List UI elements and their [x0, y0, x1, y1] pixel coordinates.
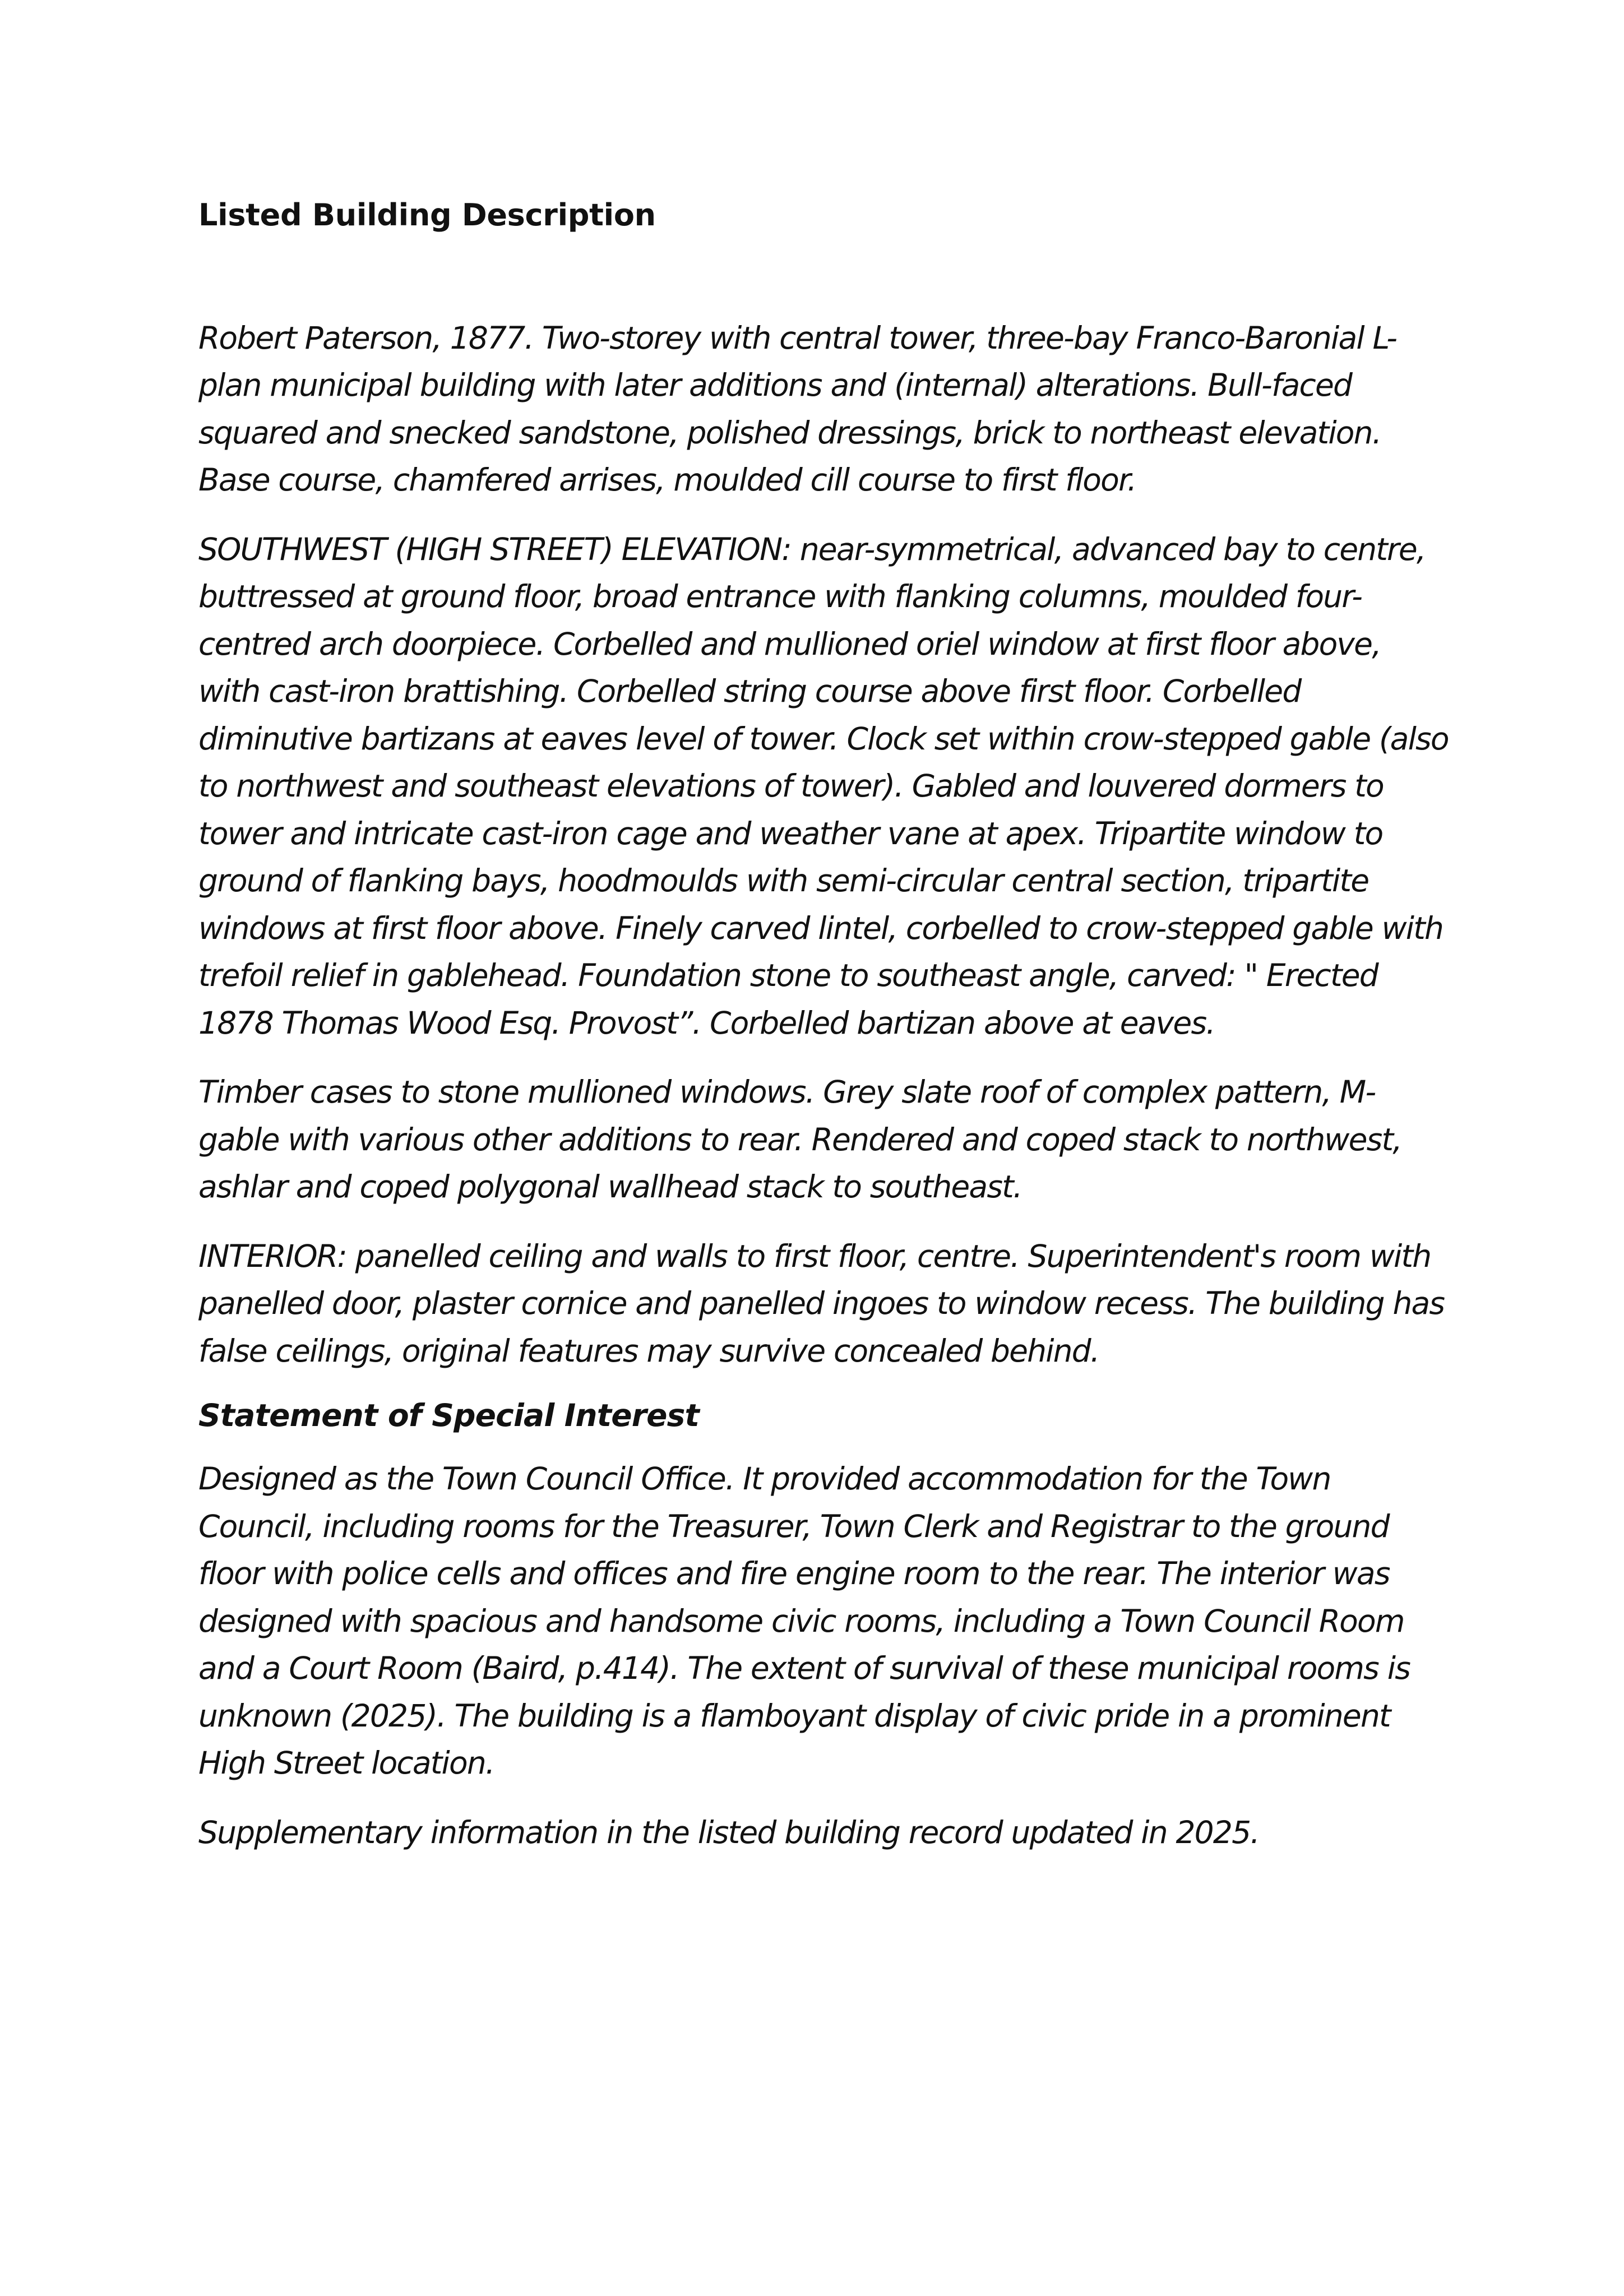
- statement-paragraph-history: Designed as the Town Council Office. It provided accommodation for the Town Council, including rooms for the Treasurer, Town Clerk and Registrar to the ground floor with police cells and offices and fire engine room to the rear. The interior was designed with spacious and handsome civic rooms, including a Town Council Room and a Court Room (Baird, p.414). The extent of survival of these municipal rooms is unknown (2025). The building is a flamboyant display of civic pride in a prominent High Street location.: [198, 1461, 1410, 1781]
- description-paragraph-materials: Timber cases to stone mullioned windows. Grey slate roof of complex pattern, M-gable with various other additions to rear. Rendered and coped stack to northwest, ashlar and coped polygonal wallhead stack to southeast.: [198, 1074, 1401, 1205]
- description-paragraph-southwest-elevation: SOUTHWEST (HIGH STREET) ELEVATION: near-symmetrical, advanced bay to centre, buttressed at ground floor, broad entrance with flanking columns, moulded four-centred arch doorpiece. Corbelled and mullioned oriel window at first floor above, with cast-iron brattishing. Corbelled string course above first floor. Corbelled diminutive bartizans at eaves level of tower. Clock set within crow-stepped gable (also to northwest and southeast elevations of tower). Gabled and louvered dormers to tower and intricate cast-iron cage and weather vane at apex. Tripartite window to ground of flanking bays, hoodmoulds with semi-circular central section, tripartite windows at first floor above. Finely carved lintel, corbelled to crow-stepped gable with trefoil relief in gablehead. Foundation stone to southeast angle, carved: " Erected 1878 Thomas Wood Esq. Provost”. Corbelled bartizan above at eaves.: [198, 531, 1449, 1041]
- description-paragraph-summary: Robert Paterson, 1877. Two-storey with central tower, three-bay Franco-Baronial L-plan municipal building with later additions and (internal) alterations. Bull-faced squared and snecked sandstone, polished dressings, brick to northeast elevation. Base course, chamfered arrises, moulded cill course to first floor.: [198, 320, 1397, 498]
- statement-paragraph-supplementary: Supplementary information in the listed building record updated in 2025.: [198, 1814, 1259, 1850]
- document-title: Listed Building Description: [198, 197, 656, 233]
- description-paragraph-interior: INTERIOR: panelled ceiling and walls to first floor, centre. Superintendent's room with panelled door, plaster cornice and panelled ingoes to window recess. The building has false ceilings, original features may survive concealed behind.: [198, 1238, 1445, 1369]
- statement-heading: Statement of Special Interest: [198, 1397, 700, 1434]
- document-body: [198, 197, 1449, 1878]
